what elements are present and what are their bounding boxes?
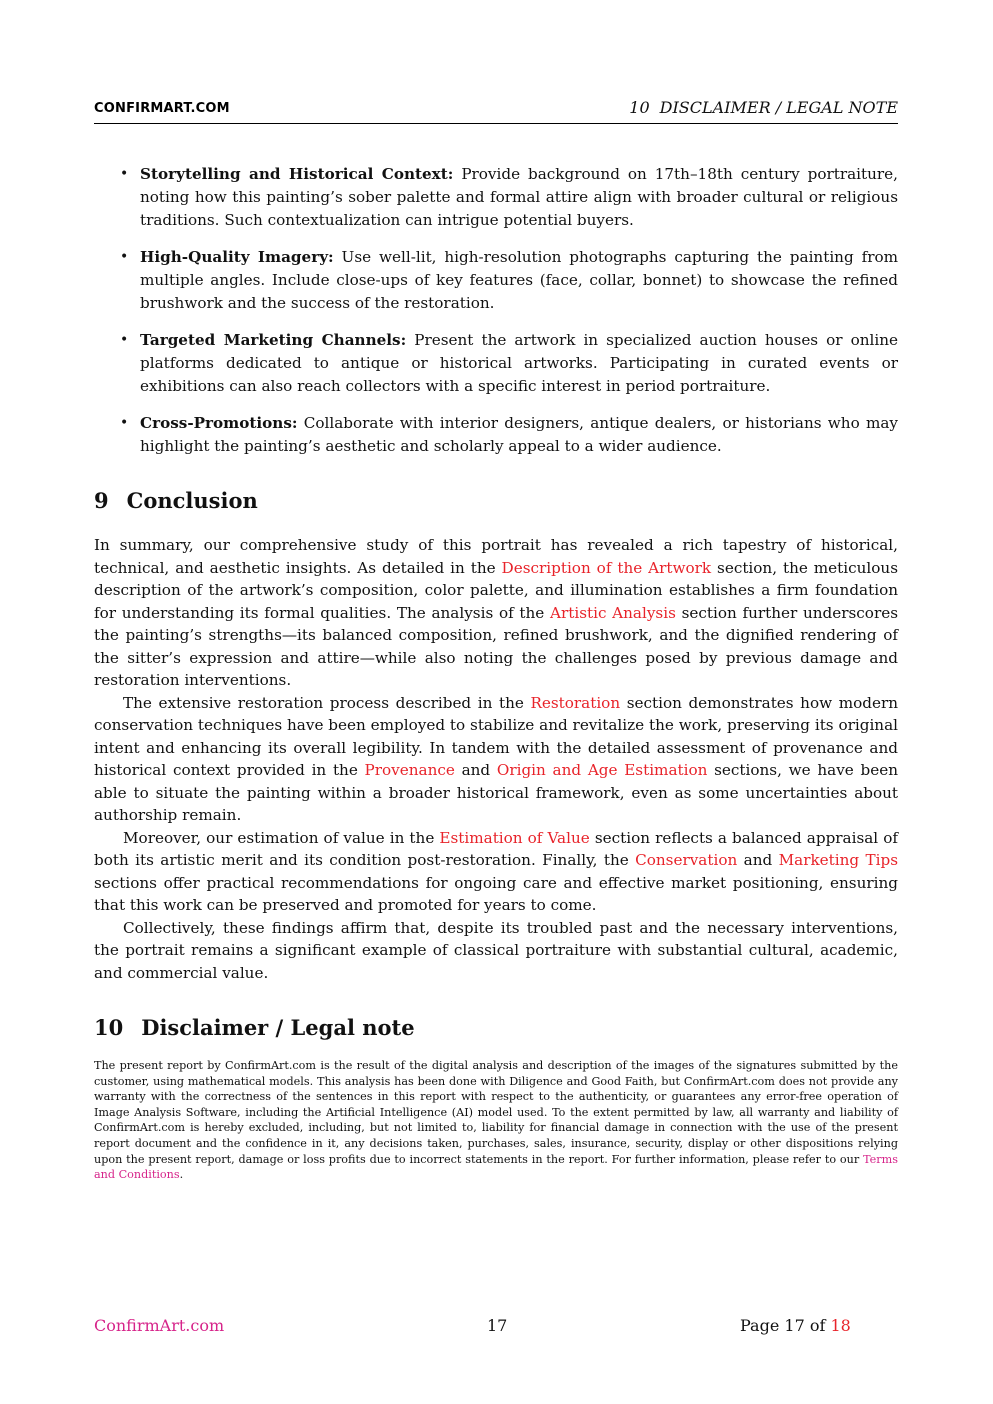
text-run: . [179, 1168, 184, 1182]
disclaimer-text [94, 1058, 898, 1183]
list-item [94, 329, 898, 398]
list-item-title: Storytelling and Historical Context: [140, 165, 454, 183]
header-section-number: 10 [629, 98, 650, 117]
bullet-icon: • [120, 415, 129, 431]
text-run: The extensive restoration process described in the [123, 693, 531, 712]
text-run: section further underscores the painting’s strengths—its balanced composition, refined brushwork, and the dignified rendering of the sitter’s expression and attire—while also noting the challenges posed by previous damage and restoration interventions. [94, 603, 898, 689]
text-run: section, the meticulous description of the artwork’s composition, color palette, and illumination establishes a firm foundation for understanding its formal qualities. The analysis of the [94, 558, 898, 622]
text-run: and [454, 761, 497, 779]
link-estimation-of-value[interactable]: Estimation of Value [439, 828, 590, 847]
text-run: and [737, 851, 779, 869]
section-number: 10 [94, 1015, 124, 1040]
header-section-title [629, 98, 898, 117]
footer-page-count [740, 1316, 851, 1335]
section-number: 9 [94, 488, 109, 513]
bullet-icon: • [120, 332, 129, 348]
list-item-title: Cross-Promotions: [140, 414, 298, 432]
list-item-text: Collaborate with interior designers, antique dealers, or historians who may highlight the painting’s aesthetic and scholarly appeal to a wider audience. [140, 414, 899, 455]
list-item-text: Provide background on 17th–18th century portraiture, noting how this painting’s sober palette and formal attire align with broader cultural or religious traditions. Such contextualization can intrigue potential buyers. [140, 165, 898, 229]
footer-page-number: 17 [487, 1316, 508, 1335]
link-marketing-tips[interactable]: Marketing Tips [778, 851, 899, 869]
confirmart-logo: CONFIRMART.COM [94, 101, 230, 116]
running-header [94, 97, 898, 124]
conclusion-body [94, 534, 898, 984]
link-origin-age-estimation[interactable]: Origin and Age Estimation [496, 761, 708, 779]
marketing-tips-list [94, 163, 898, 472]
section-title: Disclaimer / Legal note [141, 1015, 415, 1040]
list-item [94, 163, 898, 232]
link-description-of-artwork[interactable]: Description of the Artwork [501, 558, 712, 577]
disclaimer-heading [94, 1015, 415, 1040]
text-run: sections, we have been able to situate the painting within a broader historical framework, even as some uncertainties about authorship remain. [94, 761, 898, 824]
link-restoration[interactable]: Restoration [530, 693, 621, 712]
footer-page-prefix: Page 17 of [740, 1316, 831, 1335]
link-artistic-analysis[interactable]: Artistic Analysis [550, 603, 676, 622]
paragraph [94, 692, 898, 827]
bullet-icon: • [120, 166, 129, 182]
list-item [94, 246, 898, 315]
paragraph: Collectively, these findings affirm that, despite its troubled past and the necessary interventions, the portrait remains a significant example of classical portraiture with substantial cultural, academic, and commercial value. [94, 918, 898, 982]
list-item-title: High-Quality Imagery: [140, 248, 334, 266]
terms-and-conditions-link[interactable]: Terms and Conditions [94, 1152, 898, 1182]
footer-total-pages-link[interactable]: 18 [830, 1316, 851, 1335]
text-run: Moreover, our estimation of value in the [123, 828, 440, 847]
text-run: section reflects a balanced appraisal of both its artistic merit and its condition post-restoration. Finally, the [94, 828, 899, 869]
text-run: The present report by ConfirmArt.com is the result of the digital analysis and description of the images of the signatures submitted by the customer, using mathematical models. This analysis has been done with Diligence and Good Faith, but ConfirmArt.com does not provide any warranty with the correctness of the sentences in this report with respect to the authenticity, or guarantees any error-free operation of Image Analysis Software, including the Artificial Intelligence (AI) model used. To the extent permitted by law, all warranty and liability of ConfirmArt.com is hereby excluded, including, but not limited to, liability for financial damage in connection with the use of the present report document and the confidence in it, any decisions taken, purchases, sales, insurance, security, display or other dispositions relying upon the present report, damage or loss profits due to incorrect statements in the report. For further information, please refer to our [94, 1059, 898, 1166]
list-item-text: Use well-lit, high-resolution photographs capturing the painting from multiple angles. Include close-ups of key features (face, collar, bonnet) to showcase the refined brushwork and the success of the restoration. [140, 248, 898, 312]
list-item [94, 412, 898, 458]
list-item-text: Present the artwork in specialized auction houses or online platforms dedicated to antique or historical artworks. Participating in curated events or exhibitions can also reach collectors with a specific interest in period portraiture. [140, 331, 899, 395]
text-run: section demonstrates how modern conservation techniques have been employed to stabilize and revitalize the work, preserving its original intent and enhancing its overall legibility. In tandem with the detailed assessment of provenance and historical context provided in the [94, 693, 898, 779]
section-title: Conclusion [126, 488, 258, 513]
footer-site-link[interactable]: ConfirmArt.com [94, 1316, 225, 1335]
paragraph [94, 827, 898, 917]
conclusion-heading [94, 488, 258, 513]
list-item-title: Targeted Marketing Channels: [140, 331, 407, 349]
link-provenance[interactable]: Provenance [364, 761, 455, 779]
header-section-label: DISCLAIMER / LEGAL NOTE [659, 98, 898, 117]
text-run: sections offer practical recommendations for ongoing care and effective market positioning, ensuring that this work can be preserved and promoted for years to come. [94, 873, 898, 914]
text-run: In summary, our comprehensive study of this portrait has revealed a rich tapestry of historical, technical, and aesthetic insights. As detailed in the [94, 536, 898, 577]
paragraph [94, 534, 898, 692]
link-conservation[interactable]: Conservation [635, 851, 738, 869]
bullet-icon: • [120, 249, 129, 265]
